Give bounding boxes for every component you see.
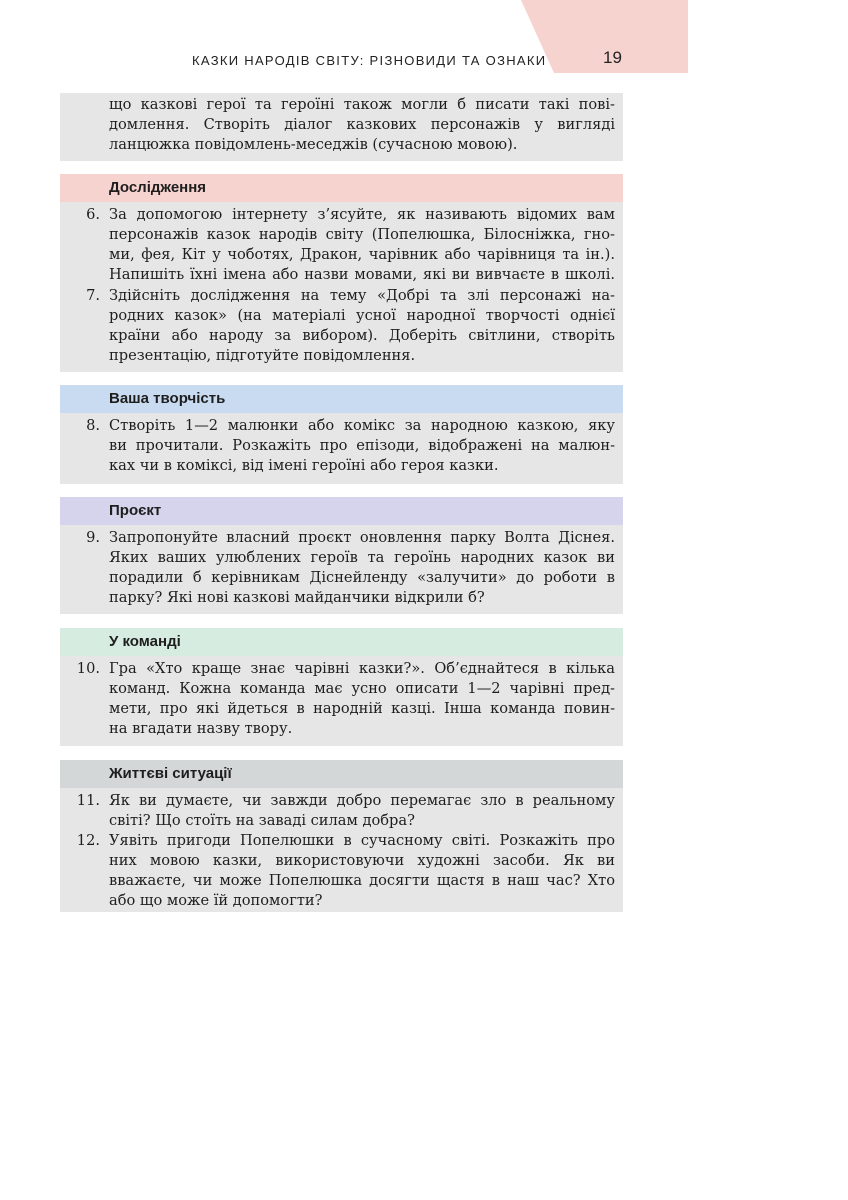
task-item	[60, 831, 623, 911]
task-number: 12.	[76, 832, 100, 849]
task-number: 6.	[86, 206, 100, 223]
text-line: домлення. Створіть діалог казкових персонажів у вигляді	[109, 116, 615, 133]
text-line: на вгадати назву твору.	[109, 720, 293, 737]
text-line: Уявіть пригоди Попелюшки в сучасному світі. Розкажіть про	[109, 832, 615, 849]
text-line: Напишіть їхні імена або назви мовами, які ви вивчаєте в школі.	[109, 266, 615, 283]
intro-text	[60, 95, 623, 155]
text-line: презентацію, підготуйте повідомлення.	[109, 347, 416, 364]
task-number: 8.	[86, 417, 100, 434]
text-line: Запропонуйте власний проєкт оновлення парку Волта Діснея.	[109, 529, 615, 546]
task-number: 7.	[86, 287, 100, 304]
section-header-creativity: Ваша творчість	[60, 385, 623, 413]
task-number: 10.	[76, 660, 100, 677]
task-item	[60, 791, 623, 831]
text-line: країни або народу за вибором). Доберіть світлини, створіть	[109, 327, 615, 344]
text-line: світі? Що стоїть на заваді силам добра?	[109, 812, 415, 829]
task-number: 9.	[86, 529, 100, 546]
text-line: мети, про які йдеться в народній казці. Інша команда повин-	[109, 700, 615, 717]
task-number: 11.	[76, 792, 100, 809]
text-line: ках чи в коміксі, від імені героїні або героя казки.	[109, 457, 499, 474]
text-line: команд. Кожна команда має усно описати 1—2 чарівні пред-	[109, 680, 615, 697]
text-line: Як ви думаєте, чи завжди добро перемагає зло в реальному	[109, 792, 615, 809]
task-item	[60, 205, 623, 285]
section-header-project: Проєкт	[60, 497, 623, 525]
text-line: порадили б керівникам Діснейленду «залучити» до роботи в	[109, 569, 615, 586]
text-line: персонажів казок народів світу (Попелюшка, Білосніжка, гно-	[109, 226, 615, 243]
text-line: Гра «Хто краще знає чарівні казки?». Об’єднайтеся в кілька	[109, 660, 615, 677]
text-line: ви прочитали. Розкажіть про епізоди, відображені на малюн-	[109, 437, 615, 454]
text-line: що казкові герої та героїні також могли б писати такі пові-	[109, 96, 615, 113]
text-line: ми, фея, Кіт у чоботях, Дракон, чарівник або чарівниця та ін.).	[109, 246, 615, 263]
section-header-life-situations: Життєві ситуації	[60, 760, 623, 788]
text-line: або що може їй допомогти?	[109, 892, 323, 909]
task-item	[60, 528, 623, 608]
text-line: ланцюжка повідомлень-меседжів (сучасною мовою).	[109, 136, 518, 153]
running-title: КАЗКИ НАРОДІВ СВІТУ: РІЗНОВИДИ ТА ОЗНАКИ	[192, 53, 547, 68]
text-line: парку? Які нові казкові майданчики відкрили б?	[109, 589, 485, 606]
text-line: Здійсніть дослідження на тему «Добрі та злі персонажі на-	[109, 287, 615, 304]
task-item	[60, 286, 623, 366]
text-line: них мовою казки, використовуючи художні засоби. Як ви	[109, 852, 615, 869]
text-line: За допомогою інтернету з’ясуйте, як називають відомих вам	[109, 206, 615, 223]
task-item	[60, 659, 623, 739]
text-line: родних казок» (на матеріалі усної народної творчості однієї	[109, 307, 615, 324]
page-number: 19	[603, 48, 622, 67]
text-line: Створіть 1—2 малюнки або комікс за народною казкою, яку	[109, 417, 615, 434]
section-header-team: У команді	[60, 628, 623, 656]
task-item	[60, 416, 623, 476]
text-line: Яких ваших улюблених героїв та героїнь народних казок ви	[109, 549, 615, 566]
text-line: вважаєте, чи може Попелюшка досягти щастя в наш час? Хто	[109, 872, 615, 889]
section-header-research: Дослідження	[60, 174, 623, 202]
